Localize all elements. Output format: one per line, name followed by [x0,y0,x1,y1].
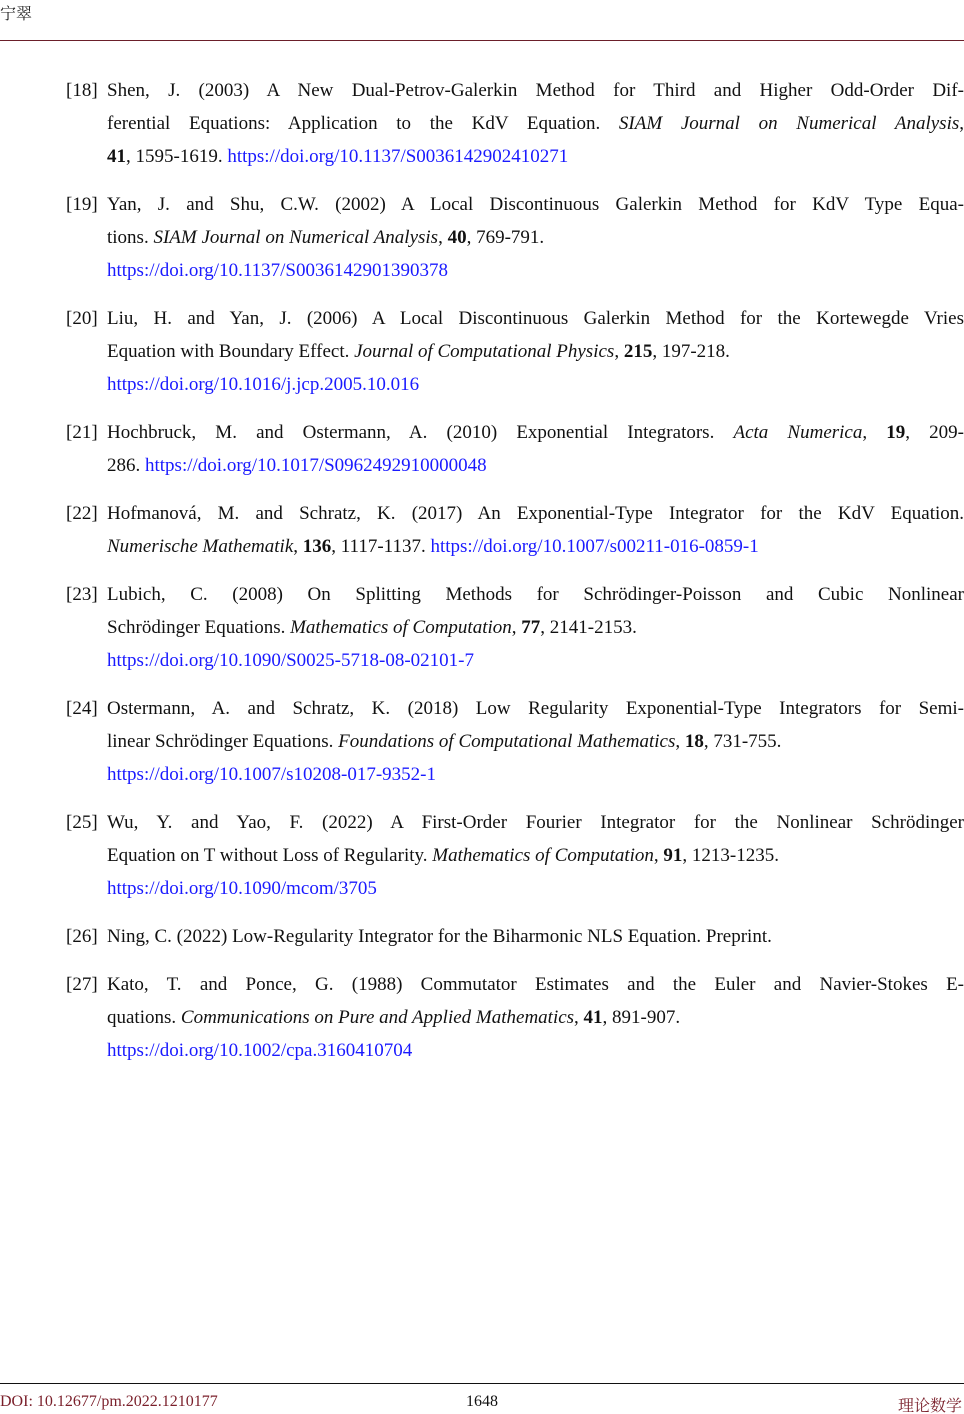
reference-segment: Equation on T without Loss of Regularity. [107,845,433,866]
volume-number: 41 [583,1007,603,1028]
reference-segment: , 1213-1235. [682,845,779,866]
reference-item [0,692,964,791]
reference-segment: , 1595-1619. [126,146,228,167]
reference-text [107,416,964,482]
reference-segment: Hochbruck, M. and Ostermann, A. (2010) Exponential Integrators. [107,422,734,443]
reference-line [107,335,964,368]
reference-line [107,806,964,839]
volume-number: 18 [684,731,704,752]
reference-line [107,368,964,401]
reference-segment: , [438,227,448,248]
reference-segment: Lubich, C. (2008) On Splitting Methods for Schrödinger-Poisson and Cubic Nonlinear [107,584,964,605]
reference-line [107,140,964,173]
volume-number: 91 [663,845,683,866]
reference-item [0,188,964,287]
reference-number: [21] [66,422,98,443]
journal-name: Communications on Pure and Applied Mathematics [180,1007,575,1028]
reference-item [0,806,964,905]
journal-name: Mathematics of Computation [290,617,512,638]
footer-journal: 理论数学 [897,1398,962,1414]
reference-line [107,872,964,905]
reference-line [107,725,964,758]
reference-segment: , 209- [905,422,964,443]
reference-segment: Wu, Y. and Yao, F. (2022) A First-Order Fourier Integrator for the Nonlinear Schrödinger [107,812,964,833]
reference-text [107,578,964,677]
reference-line [107,221,964,254]
reference-segment: ferential Equations: Application to the KdV Equation. [107,113,619,134]
reference-line [107,839,964,872]
reference-segment: Yan, J. and Shu, C.W. (2002) A Local Discontinuous Galerkin Method for KdV Type Equa- [107,194,964,215]
reference-line [107,1034,964,1067]
reference-text [107,968,964,1067]
volume-number: 77 [521,617,541,638]
doi-link[interactable]: https://doi.org/10.1090/mcom/3705 [107,878,377,899]
doi-link[interactable]: https://doi.org/10.1017/S0962492910000048 [145,455,487,476]
reference-item [0,578,964,677]
journal-name: SIAM Journal on Numerical Analysis [153,227,439,248]
reference-text [107,74,964,173]
reference-text [107,497,964,563]
reference-segment: Hofmanová, M. and Schratz, K. (2017) An Exponential-Type Integrator for the KdV Equation. [107,503,964,524]
reference-list [0,74,964,1082]
reference-number: [19] [66,194,98,215]
header-rule [0,40,964,41]
reference-segment: , [293,536,303,557]
journal-name: SIAM Journal on Numerical Analysis [618,113,960,134]
reference-text [107,188,964,287]
reference-segment: , [675,731,685,752]
reference-line [107,920,964,953]
reference-item [0,416,964,482]
reference-text [107,920,964,953]
footer-doi[interactable]: DOI: 10.12677/pm.2022.1210177 [0,1393,218,1410]
reference-line [107,188,964,221]
volume-number: 215 [623,341,653,362]
page-number: 1648 [466,1393,498,1410]
reference-segment: quations. [107,1007,181,1028]
reference-number: [24] [66,698,98,719]
reference-segment: 286. [107,455,145,476]
reference-number: [20] [66,308,98,329]
reference-item [0,968,964,1067]
volume-number: 40 [447,227,467,248]
reference-line [107,449,964,482]
reference-line [107,254,964,287]
reference-segment: linear Schrödinger Equations. [107,731,339,752]
reference-line [107,74,964,107]
doi-link[interactable]: https://doi.org/10.1137/S0036142901390378 [107,260,448,281]
reference-segment: , 769-791. [466,227,545,248]
journal-name: Acta Numerica [733,422,863,443]
reference-segment: , 197-218. [652,341,730,362]
reference-segment: Schrödinger Equations. [107,617,291,638]
reference-line [107,578,964,611]
reference-number: [22] [66,503,98,524]
reference-segment: , 891-907. [602,1007,681,1028]
reference-line [107,611,964,644]
reference-line [107,692,964,725]
reference-line [107,530,964,563]
running-header-author: 宁翠 [0,6,33,23]
doi-link[interactable]: https://doi.org/10.1002/cpa.3160410704 [107,1040,413,1061]
reference-segment: Equation with Boundary Effect. [107,341,355,362]
doi-link[interactable]: https://doi.org/10.1007/s10208-017-9352-1 [107,764,436,785]
reference-segment: Ning, C. (2022) Low-Regularity Integrator for the Biharmonic NLS Equation. Preprint. [107,926,772,947]
doi-link[interactable]: https://doi.org/10.1007/s00211-016-0859-1 [430,536,759,557]
volume-number: 19 [886,422,906,443]
reference-number: [27] [66,974,98,995]
journal-name: Journal of Computational Physics [354,341,615,362]
reference-number: [23] [66,584,98,605]
reference-segment: , [959,113,964,134]
reference-number: [25] [66,812,98,833]
reference-text [107,806,964,905]
reference-segment: tions. [107,227,154,248]
reference-item [0,497,964,563]
reference-segment: Kato, T. and Ponce, G. (1988) Commutator Estimates and the Euler and Navier-Stokes E- [107,974,964,995]
doi-link[interactable]: https://doi.org/10.1016/j.jcp.2005.10.016 [107,374,420,395]
journal-name: Mathematics of Computation [432,845,654,866]
reference-segment: , [862,422,887,443]
reference-segment: Liu, H. and Yan, J. (2006) A Local Discontinuous Galerkin Method for the Kortewegde Vries [107,308,964,329]
reference-number: [26] [66,926,98,947]
reference-line [107,416,964,449]
doi-link[interactable]: https://doi.org/10.1137/S0036142902410271 [227,146,569,167]
reference-segment: , [653,845,664,866]
reference-segment: , [511,617,522,638]
reference-line [107,968,964,1001]
reference-segment: , 2141-2153. [540,617,637,638]
reference-segment: , 731-755. [703,731,782,752]
reference-segment: Shen, J. (2003) A New Dual-Petrov-Galerkin Method for Third and Higher Odd-Order Dif- [107,80,964,101]
reference-line [107,302,964,335]
reference-line [107,107,964,140]
reference-text [107,692,964,791]
reference-segment: Ostermann, A. and Schratz, K. (2018) Low Regularity Exponential-Type Integrators for Semi- [107,698,964,719]
reference-line [107,1001,964,1034]
volume-number: 136 [302,536,332,557]
volume-number: 41 [107,146,126,167]
reference-line [107,644,964,677]
reference-item [0,74,964,173]
journal-name: Numerische Mathematik [107,536,294,557]
reference-number: [18] [66,80,98,101]
reference-text [107,302,964,401]
journal-name: Foundations of Computational Mathematics [338,731,676,752]
reference-line [107,758,964,791]
reference-segment: , 1117-1137. [331,536,431,557]
reference-item [0,920,964,953]
reference-item [0,302,964,401]
reference-line [107,497,964,530]
reference-segment: , [574,1007,584,1028]
reference-segment: , [614,341,624,362]
doi-link[interactable]: https://doi.org/10.1090/S0025-5718-08-02101-7 [107,650,474,671]
footer-rule [0,1383,964,1384]
